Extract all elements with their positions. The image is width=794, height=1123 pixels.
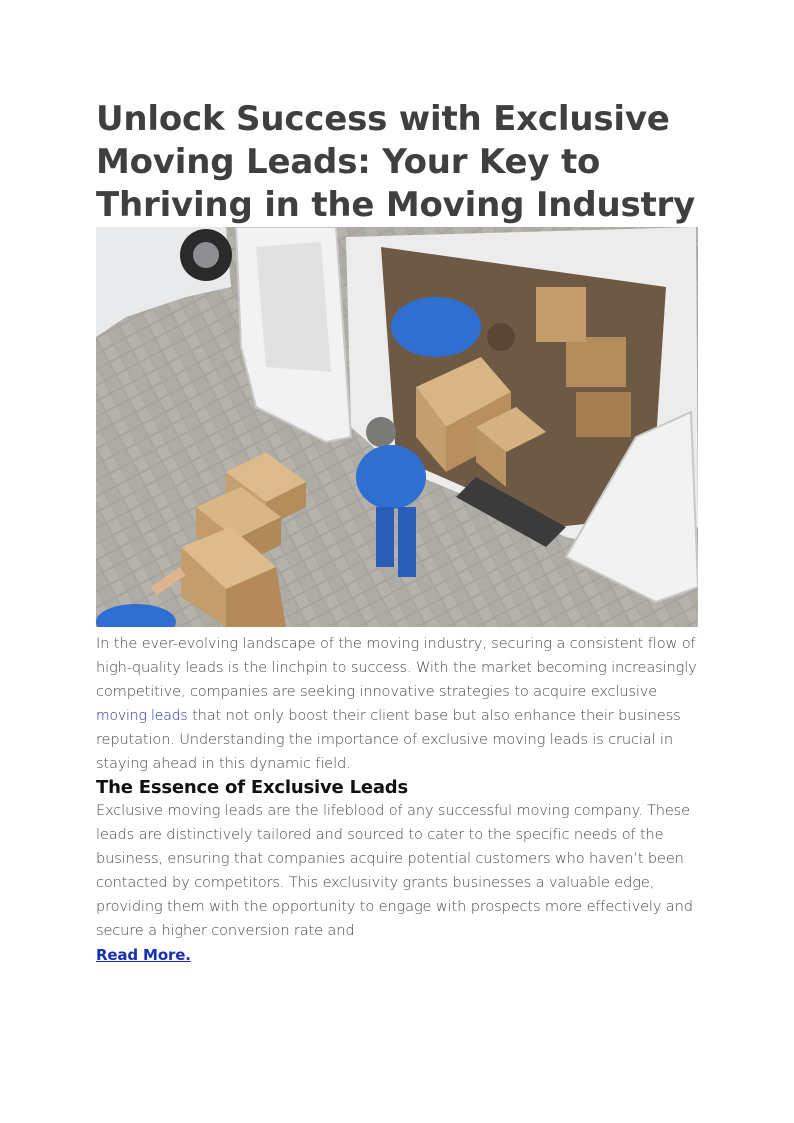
hero-image: [96, 227, 698, 627]
article: [96, 98, 698, 968]
read-more-link[interactable]: Read More.: [96, 946, 191, 964]
moving-leads-link[interactable]: moving leads: [96, 708, 188, 724]
section-heading: The Essence of Exclusive Leads: [96, 777, 408, 798]
article-title: Unlock Success with Exclusive Moving Leads: Your Key to Thriving in the Moving Industry: [96, 99, 696, 225]
intro-text-before: In the ever-evolving landscape of the moving industry, securing a consistent flow of high-quality leads is the linchpin to success. With the market becoming increasingly competitive, companies are seeking innovative strategies to acquire exclusive: [96, 635, 697, 700]
section-paragraph: Exclusive moving leads are the lifeblood of any successful moving company. These leads are distinctively tailored and sourced to cater to the specific needs of the business, ensuring that companies acquire potential customers who haven’t been contacted by competitors. This exclusivity grants businesses a valuable edge, providing them with the opportunity to engage with prospects more effectively and secure a higher conversion rate and: [96, 802, 693, 939]
intro-text-after: that not only boost their client base but also enhance their business reputation. Understanding the importance of exclusive moving leads is crucial in staying ahead in this dynamic field.: [96, 707, 681, 772]
intro-paragraph: [96, 632, 698, 776]
